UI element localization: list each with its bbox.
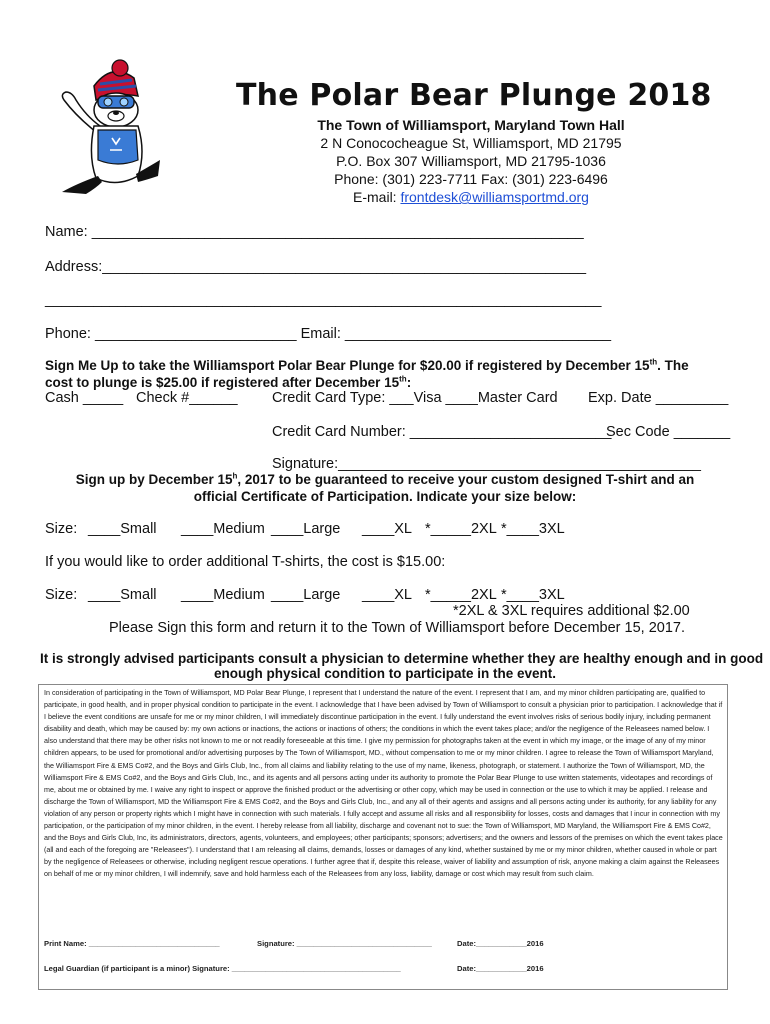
guardian-signature-field[interactable]: Legal Guardian (if participant is a minor) Signature: ________________________________________ <box>44 964 401 973</box>
extra-size-3xl-option[interactable]: *____3XL <box>501 587 565 603</box>
waiver-text: In consideration of participating in the Town of Williamsport, MD Polar Bear Plunge, I represent that I understand the nature of the event. I represent that I am, and my minor children participating are, qualified to participate, in good health, and in proper physical condition to participate in the event. I acknowledge that I have been advised by Town of Williamsport to consult a physician prior to participation. I acknowledge that if I believe the event conditions are unsafe for me or my minor children, I will immediately discontinue participation in the event. I fully understand the event involves risks of serious bodily injury, including permanent disability and death, which may be caused by: my own actions or inactions, the actions or inactions of others; the conditions in which the event takes place; and/or the negligence of the Releasees named below. I also understand that there may be other risks not known to me or not readily foreseeable at this time. I give my permission for photographs taken at the event in which my image, or the image of any of my minor children appears, to be used for promotional and/or advertising purposes by The Town of Williamsport, MD., without compensation to me or my minor children. I agree to release the Town of Williamsport Maryland, the Williamsport Fire & EMS Co#2, and the Boys and Girls Club, Inc., from all claims and liability relating to the use of my name, likeness, photograph, or statement. I authorize the Town of Williamsport, MD, the Williamsport Fire & EMS Co#2, and the Boys and Girls Club, Inc., and its agents and all persons acting under its authority to promote the Polar Bear Plunge to use written statements, videotapes and recordings of me, about me or obtained by me. I waive any right to inspect or approve the finished product or the advertising or other copy, which may be used in connection or the use to which it may be applied. I release and discharge the Town of Williamsport, MD the Williamsport Fire & EMS Co#2, and the Boys and Girls Club, Inc., and any all of their agents and assigns and all persons acting under its authority, for any liability for any violation of any person or property rights which I might have in connection with such materials. I fully accept and assume all risks and all responsibility for losses, costs and damages that I incur in connection with my participation, or the participation of my minor children, in the event. I hereby release from all liability, discharge and covenant not to sue: the Town of Williamsport, MD Maryland, the Williamsport Fire & EMS Co#2, and the Boys and Girls Club, Inc, its administrators, directors, agents, volunteers, and employees; other participants; sponsors; advertisers; and the owners and lessors of the premises on which the event takes place (all and each of the foregoing are "Releasees"). I understand that I am releasing all claims, demands, losses or damages of any kind, whether sustained by me or my minor children, whether caused in whole or part by the negligence of Releasees or otherwise, including negligent rescue operations. I further agree that if, despite this release, waiver of liability and assumption of risk, anyone making a claim against the Releasees on behalf of me or my minor children, I will indemnify, save and hold harmless each of the Releasees from any loss, liability, damage or cost which may result from such claim. <box>44 689 723 879</box>
extra-shirts-note: If you would like to order additional T-shirts, the cost is $15.00: <box>45 554 446 570</box>
check-option[interactable]: Check #______ <box>136 390 238 406</box>
print-name-field[interactable]: Print Name: _______________________________ <box>44 939 220 948</box>
extra-size-small-option[interactable]: ____Small <box>88 587 157 603</box>
cash-option[interactable]: Cash _____ <box>45 390 124 406</box>
address-field[interactable]: Address:____________________________________________________________ <box>45 259 587 275</box>
waiver-signature-field[interactable]: Signature: ________________________________ <box>257 939 432 948</box>
return-form-note: Please Sign this form and return it to the Town of Williamsport before December 15, 2017. <box>109 620 685 636</box>
size-label: Size: <box>45 521 78 537</box>
page-title: The Polar Bear Plunge 2018 <box>236 78 712 113</box>
extra-size-label: Size: <box>45 587 78 603</box>
org-address: 2 N Conococheague St, Williamsport, MD 21795 <box>320 135 622 151</box>
tshirt-deadline-line2: official Certificate of Participation. Indicate your size below: <box>193 489 577 504</box>
sec-code-field[interactable]: Sec Code _______ <box>606 424 731 440</box>
org-email-row <box>236 188 706 206</box>
phone-email-field[interactable]: Phone: _________________________ Email: _________________________________ <box>45 326 612 342</box>
address-field-line2[interactable]: _____________________________________________________________________ <box>45 292 602 308</box>
guardian-date-field[interactable]: Date:____________2016 <box>457 964 544 973</box>
physician-advice-line2: enough physical condition to participate in the event. <box>213 666 557 681</box>
tshirt-deadline-line1: Sign up by December 15$^h$, 2017 to be guaranteed to receive your custom designed T-shirt and an <box>75 471 695 487</box>
size-large-option[interactable]: ____Large <box>271 521 341 537</box>
physician-advice-line1: It is strongly advised participants consult a physician to determine whether they are healthy enough and in good <box>40 651 764 666</box>
polar-bear-mascot-logo <box>42 56 164 196</box>
email-link[interactable]: frontdesk@williamsportmd.org <box>400 189 589 205</box>
size-2xl-option[interactable]: *_____2XL <box>425 521 497 537</box>
name-field[interactable]: Name: _____________________________________________________________ <box>45 224 584 240</box>
org-name: The Town of Williamsport, Maryland Town Hall <box>317 117 625 133</box>
org-po-box: P.O. Box 307 Williamsport, MD 21795-1036 <box>336 153 606 169</box>
extra-size-xl-option[interactable]: ____XL <box>362 587 412 603</box>
size-small-option[interactable]: ____Small <box>88 521 157 537</box>
size-medium-option[interactable]: ____Medium <box>181 521 265 537</box>
size-3xl-option[interactable]: *____3XL <box>501 521 565 537</box>
extra-size-large-option[interactable]: ____Large <box>271 587 341 603</box>
signup-fee-line1: Sign Me Up to take the Williamsport Polar Bear Plunge for $20.00 if registered by December 15th. The <box>45 357 689 373</box>
extra-size-medium-option[interactable]: ____Medium <box>181 587 265 603</box>
extra-size-2xl-option[interactable]: *_____2XL <box>425 587 497 603</box>
org-phone-fax: Phone: (301) 223-7711 Fax: (301) 223-6496 <box>334 171 608 187</box>
size-xl-option[interactable]: ____XL <box>362 521 412 537</box>
waiver-box <box>38 684 728 990</box>
signup-fee-line2: cost to plunge is $25.00 if registered after December 15th: <box>45 374 412 390</box>
credit-card-number-field[interactable]: Credit Card Number: _________________________ <box>272 424 612 440</box>
email-label: E-mail: <box>353 189 397 205</box>
exp-date-field[interactable]: Exp. Date _________ <box>588 390 729 406</box>
waiver-date-field[interactable]: Date:____________2016 <box>457 939 544 948</box>
signature-field[interactable]: Signature:_____________________________________________ <box>272 456 701 472</box>
credit-card-type[interactable]: Credit Card Type: ___Visa ____Master Card <box>272 390 558 406</box>
surcharge-note: *2XL & 3XL requires additional $2.00 <box>453 603 690 619</box>
